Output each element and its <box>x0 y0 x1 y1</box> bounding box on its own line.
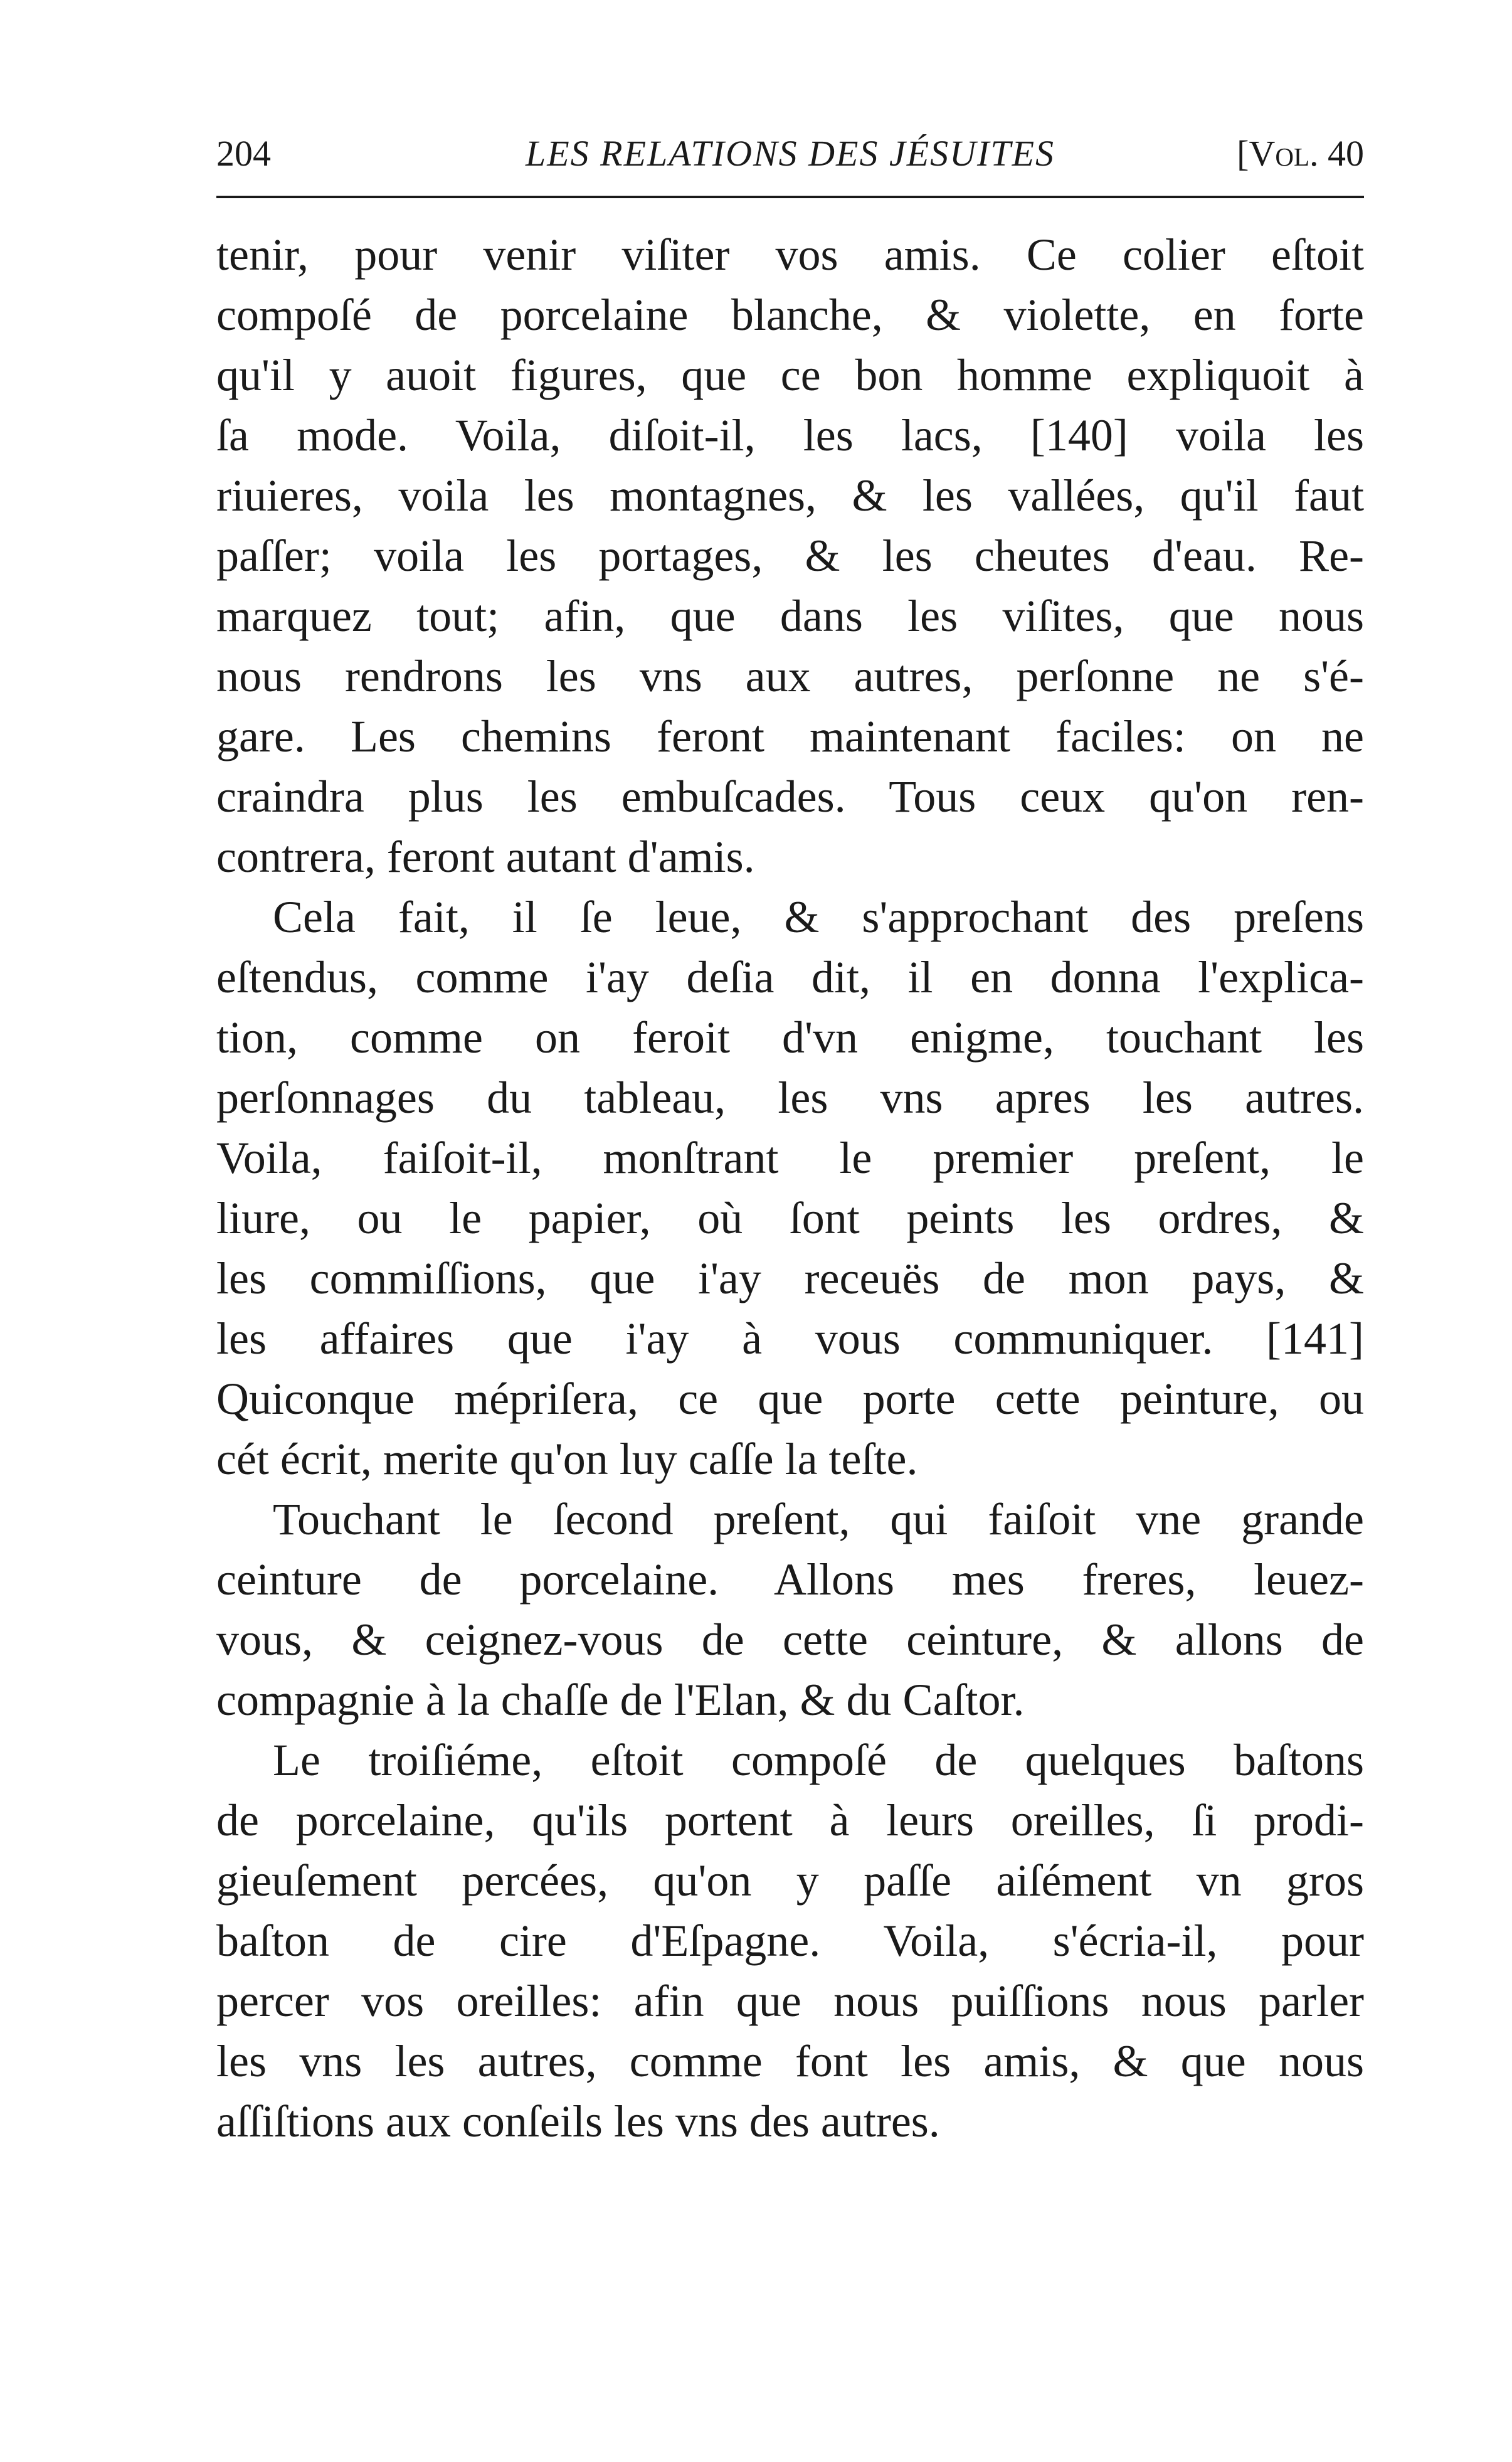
text-line: perſonnages du tableau, les vns apres les autres. <box>216 1073 1364 1123</box>
text-line: ſa mode. Voila, diſoit-il, les lacs, [140] voila les <box>216 410 1364 460</box>
running-head <box>216 129 1364 179</box>
text-line: les affaires que i'ay à vous communiquer. [141] <box>216 1313 1364 1364</box>
text-line: baſton de cire d'Eſpagne. Voila, s'écria-il, pour <box>216 1916 1364 1966</box>
text-line: Le troiſiéme, eſtoit compoſé de quelques baſtons <box>273 1735 1364 1785</box>
text-line: vous, & ceignez-vous de cette ceinture, & allons de <box>216 1615 1364 1665</box>
text-line: contrera, feront autant d'amis. <box>216 832 755 882</box>
volume-mark: [Vol. 40 <box>1237 133 1364 174</box>
text-line: marquez tout; afin, que dans les viſites, que nous <box>216 591 1364 641</box>
text-line: Cela fait, il ſe leue, & s'approchant des preſens <box>273 892 1364 942</box>
text-line: Touchant le ſecond preſent, qui faiſoit vne grande <box>273 1494 1364 1544</box>
text-line: qu'il y auoit figures, que ce bon homme expliquoit à <box>216 350 1364 400</box>
text-line: cét écrit, merite qu'on luy caſſe la teſte. <box>216 1434 918 1484</box>
text-line: aſſiſtions aux conſeils les vns des autres. <box>216 2096 940 2146</box>
text-line: tenir, pour venir viſiter vos amis. Ce colier eſtoit <box>216 230 1364 280</box>
text-line: compagnie à la chaſſe de l'Elan, & du Caſtor. <box>216 1675 1025 1725</box>
text-line: nous rendrons les vns aux autres, perſonne ne s'é- <box>216 651 1364 701</box>
text-line: les commiſſions, que i'ay receuës de mon pays, & <box>216 1253 1364 1303</box>
text-line: gieuſement percées, qu'on y paſſe aiſément vn gros <box>216 1855 1364 1906</box>
text-line: Voila, faiſoit-il, monſtrant le premier preſent, le <box>216 1133 1364 1183</box>
text-line: compoſé de porcelaine blanche, & violette, en forte <box>216 290 1364 340</box>
text-line: liure, ou le papier, où ſont peints les ordres, & <box>216 1193 1364 1243</box>
running-title: LES RELATIONS DES JÉSUITES <box>525 133 1055 174</box>
text-line: riuieres, voila les montagnes, & les vallées, qu'il faut <box>216 470 1364 521</box>
header-rule <box>216 196 1364 198</box>
body-text <box>216 225 1364 2152</box>
text-line: Quiconque mépriſera, ce que porte cette peinture, ou <box>216 1374 1364 1424</box>
text-line: eſtendus, comme i'ay deſia dit, il en donna l'explica- <box>216 952 1364 1002</box>
page-number: 204 <box>216 133 271 174</box>
text-line: tion, comme on feroit d'vn enigme, touchant les <box>216 1012 1364 1063</box>
text-line: de porcelaine, qu'ils portent à leurs oreilles, ſi prodi- <box>216 1795 1364 1845</box>
text-line: paſſer; voila les portages, & les cheutes d'eau. Re- <box>216 531 1364 581</box>
text-line: percer vos oreilles: afin que nous puiſſions nous parler <box>216 1976 1364 2026</box>
text-line: craindra plus les embuſcades. Tous ceux qu'on ren- <box>216 772 1364 822</box>
text-line: gare. Les chemins feront maintenant faciles: on ne <box>216 711 1364 761</box>
text-line: les vns les autres, comme font les amis, & que nous <box>216 2036 1364 2086</box>
text-line: ceinture de porcelaine. Allons mes freres, leuez- <box>216 1554 1364 1605</box>
